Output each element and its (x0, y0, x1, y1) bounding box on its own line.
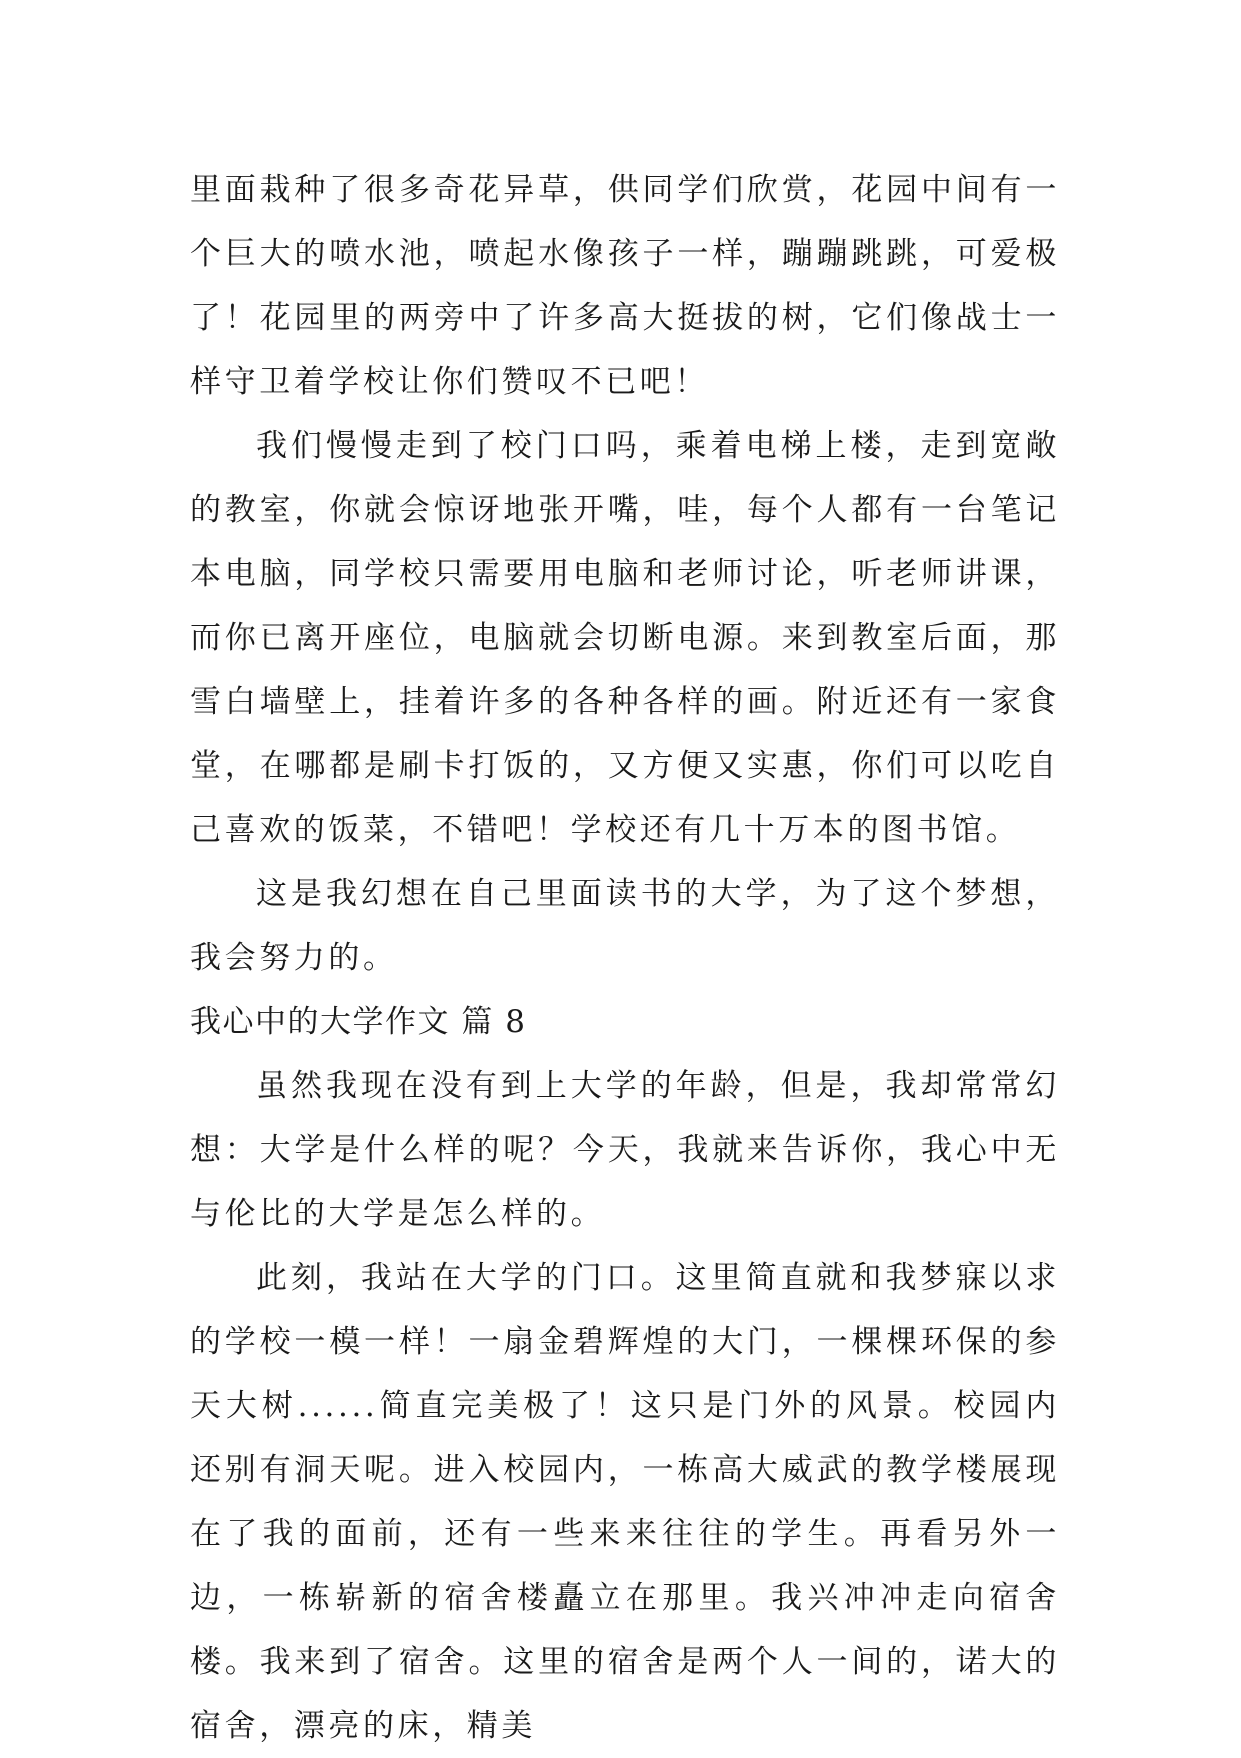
paragraph-2: 我们慢慢走到了校门口吗，乘着电梯上楼，走到宽敞的教室，你就会惊讶地张开嘴，哇，每个人都有一台笔记本电脑，同学校只需要用电脑和老师讨论，听老师讲课，而你已离开座位，电脑就会切断电源。来到教室后面，那雪白墙壁上，挂着许多的各种各样的画。附近还有一家食堂，在哪都是刷卡打饭的，又方便又实惠，你们可以吃自己喜欢的饭菜，不错吧！学校还有几十万本的图书馆。 (190, 428, 1060, 848)
document-page (190, 158, 1060, 1758)
section-heading: 我心中的大学作文 篇 8 (190, 1004, 527, 1040)
paragraph-4: 虽然我现在没有到上大学的年龄，但是，我却常常幻想：大学是什么样的呢？今天，我就来告诉你，我心中无与伦比的大学是怎么样的。 (190, 1068, 1060, 1232)
paragraph-3: 这是我幻想在自己里面读书的大学，为了这个梦想，我会努力的。 (190, 876, 1060, 976)
paragraph-1: 里面栽种了很多奇花异草，供同学们欣赏，花园中间有一个巨大的喷水池，喷起水像孩子一样，蹦蹦跳跳，可爱极了！花园里的两旁中了许多高大挺拔的树，它们像战士一样守卫着学校让你们赞叹不已吧！ (190, 172, 1060, 400)
paragraph-5: 此刻，我站在大学的门口。这里简直就和我梦寐以求的学校一模一样！一扇金碧辉煌的大门，一棵棵环保的参天大树......简直完美极了！这只是门外的风景。校园内还别有洞天呢。进入校园内，一栋高大威武的教学楼展现在了我的面前，还有一些来来往往的学生。再看另外一边，一栋崭新的宿舍楼矗立在那里。我兴冲冲走向宿舍楼。我来到了宿舍。这里的宿舍是两个人一间的，诺大的宿舍，漂亮的床，精美 (190, 1260, 1060, 1744)
